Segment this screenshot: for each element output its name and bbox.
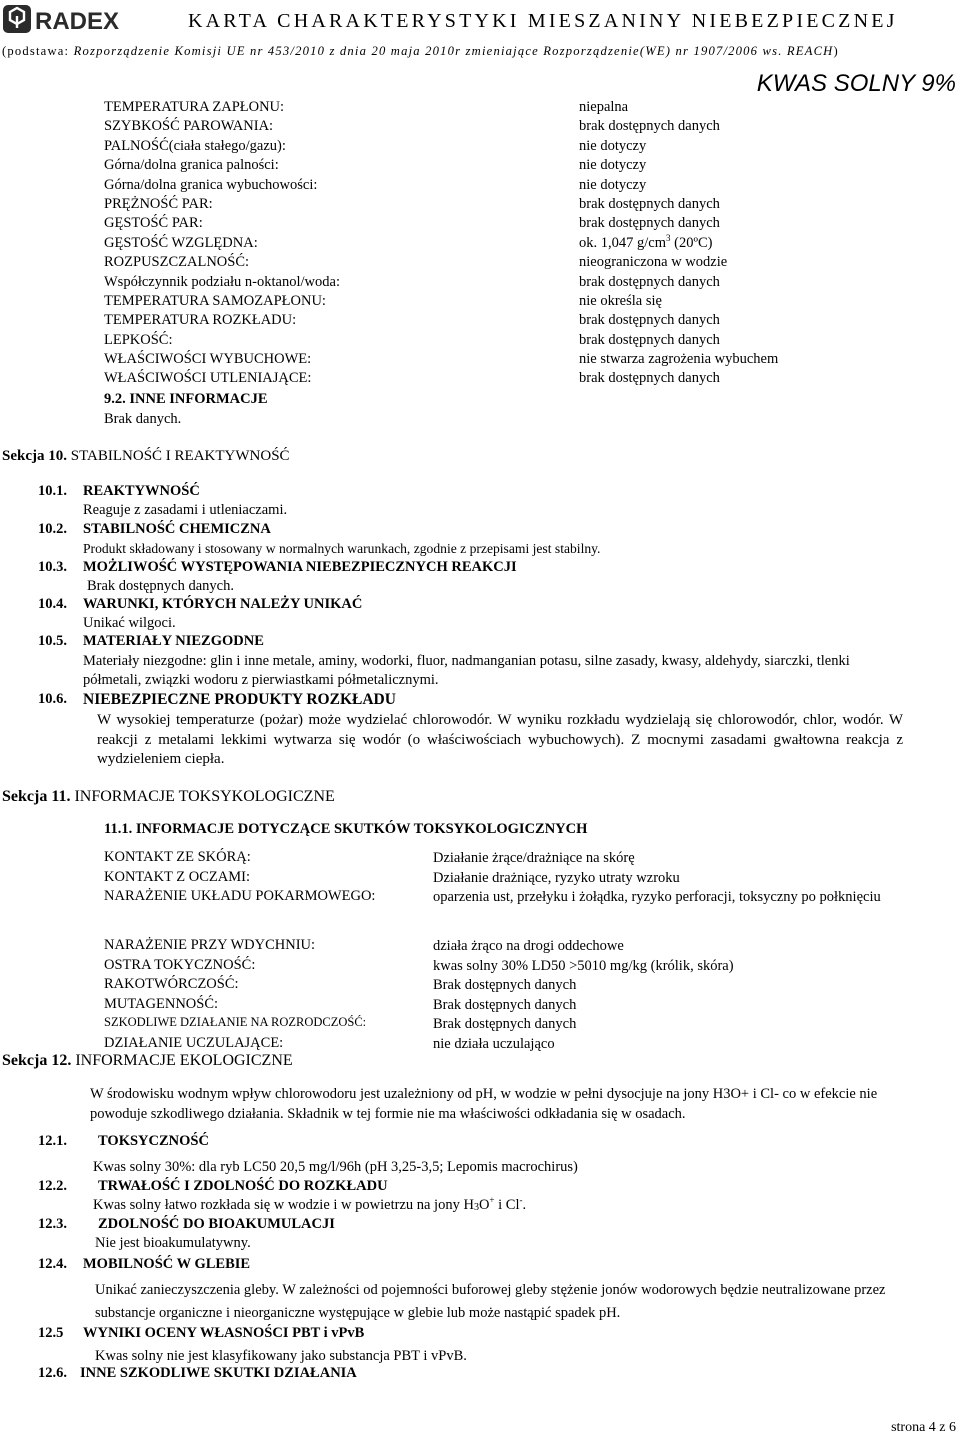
- property-value: brak dostępnych danych: [579, 273, 720, 290]
- property-row: [104, 312, 864, 331]
- s10-6-title: NIEBEZPIECZNE PRODUKTY ROZKŁADU: [83, 691, 396, 708]
- s12-1-num: 12.1.: [38, 1133, 67, 1149]
- property-key: LEPKOŚĆ:: [104, 331, 173, 348]
- property-key: Górna/dolna granica palności:: [104, 157, 279, 174]
- property-key: WŁAŚCIWOŚCI UTLENIAJĄCE:: [104, 370, 312, 387]
- tox-value: nie działa uczulająco: [433, 1035, 555, 1052]
- s10-1-num: 10.1.: [38, 483, 67, 499]
- tox-value: Działanie drażniące, ryzyko utraty wzroku: [433, 869, 680, 886]
- tox-key: NARAŻENIE PRZY WDYCHNIU:: [104, 937, 316, 953]
- property-key: TEMPERATURA ROZKŁADU:: [104, 312, 297, 329]
- property-value: brak dostępnych danych: [579, 331, 720, 348]
- s10-2-title: STABILNOŚĆ CHEMICZNA: [83, 521, 271, 537]
- property-key: Górna/dolna granica wybuchowości:: [104, 176, 318, 193]
- section-12-heading: Sekcja 12. INFORMACJE EKOLOGICZNE: [2, 1052, 293, 1069]
- s12-6-title: INNE SZKODLIWE SKUTKI DZIAŁANIA: [80, 1365, 357, 1381]
- tox-value: działa żrąco na drogi oddechowe: [433, 938, 624, 954]
- property-row: [104, 157, 864, 176]
- section-10-heading: Sekcja 10. STABILNOŚĆ I REAKTYWNOŚĆ: [2, 448, 290, 464]
- property-row: [104, 232, 864, 254]
- tox-value: kwas solny 30% LD50 >5010 mg/kg (królik, skóra): [433, 957, 734, 974]
- s12-intro: W środowisku wodnym wpływ chlorowodoru jest uzależniony od pH, w wodzie w pełni dysocjuje na jony H3O+ i Cl- co w efekcie nie powoduje szkodliwego działania. Składnik w tej formie nie ma właściwości odkładania się w osadach.: [90, 1086, 878, 1122]
- s12-4-num: 12.4.: [38, 1256, 67, 1272]
- s12-2-text: Kwas solny łatwo rozkłada się w wodzie i w powietrzu na jony H3O+ i Cl-.: [93, 1195, 527, 1213]
- s10-5-num: 10.5.: [38, 633, 67, 649]
- property-row: [104, 293, 864, 312]
- tox-key: KONTAKT Z OCZAMI:: [104, 868, 250, 885]
- property-row: [104, 215, 864, 234]
- product-name: KWAS SOLNY 9%: [756, 70, 956, 97]
- s11-1-title: 11.1. INFORMACJE DOTYCZĄCE SKUTKÓW TOKSYKOLOGICZNYCH: [104, 821, 588, 837]
- logo-text: RADEX: [35, 8, 120, 35]
- s9-2-title: 9.2. INNE INFORMACJE: [104, 391, 268, 407]
- property-row: [104, 351, 864, 370]
- property-value: nie dotyczy: [579, 137, 647, 154]
- s12-2-title: TRWAŁOŚĆ I ZDOLNOŚĆ DO ROZKŁADU: [98, 1178, 388, 1194]
- property-value: nieograniczona w wodzie: [579, 254, 728, 271]
- property-key: TEMPERATURA ZAPŁONU:: [104, 99, 285, 115]
- s10-4-title: WARUNKI, KTÓRYCH NALEŻY UNIKAĆ: [83, 596, 363, 612]
- tox-value: Działanie żrące/drażniące na skórę: [433, 850, 635, 866]
- s10-6-num: 10.6.: [38, 691, 67, 707]
- tox-value: Brak dostępnych danych: [433, 1016, 577, 1032]
- s10-4-num: 10.4.: [38, 596, 67, 612]
- s10-6-text: W wysokiej temperaturze (pożar) może wydzielać chlorowodór. W wyniku rozkładu wydzielają się chlorowodór, chlor, wodór. W reakcji z metalami lekkimi wytwarza się wodór (o właściwościach wybuchowych). Z mocnymi zasadami gwałtowna reakcja z wydzieleniem ciepła.: [97, 712, 903, 767]
- s10-2-text: Produkt składowany i stosowany w normalnych warunkach, zgodnie z przepisami jest stabilny.: [83, 541, 601, 556]
- property-value: brak dostępnych danych: [579, 195, 720, 212]
- property-row: [104, 138, 864, 157]
- document-title: KARTA CHARAKTERYSTYKI MIESZANINY NIEBEZPIECZNEJ: [188, 10, 898, 32]
- tox-key: SZKODLIWE DZIAŁANIE NA ROZRODCZOŚĆ:: [104, 1015, 367, 1029]
- tox-row: [104, 869, 904, 889]
- s12-6-num: 12.6.: [38, 1365, 67, 1381]
- property-row: [104, 118, 864, 137]
- s12-1-title: TOKSYCZNOŚĆ: [98, 1133, 209, 1149]
- property-row: [104, 177, 864, 196]
- s12-3-title: ZDOLNOŚĆ DO BIOAKUMULACJI: [98, 1216, 335, 1232]
- s12-4-text: Unikać zanieczyszczenia gleby. W zależności od pojemności buforowej gleby stężenie jonów wodorowych będzie neutralizowane przez substancje organiczne i nieorganiczne występujące w glebie lub może nastąpić spadek pH.: [95, 1282, 886, 1321]
- toxicology-table: [104, 849, 904, 1054]
- properties-table: [104, 99, 864, 390]
- s10-1-text: Reaguje z zasadami i utleniaczami.: [83, 502, 288, 518]
- property-key: ROZPUSZCZALNOŚĆ:: [104, 254, 250, 271]
- property-key: GĘSTOŚĆ WZGLĘDNA:: [104, 234, 258, 251]
- property-value: nie stwarza zagrożenia wybuchem: [579, 351, 779, 368]
- property-row: [104, 332, 864, 351]
- property-row: [104, 274, 864, 293]
- s10-3-num: 10.3.: [38, 559, 67, 575]
- property-key: SZYBKOŚĆ PAROWANIA:: [104, 118, 274, 135]
- s12-3-num: 12.3.: [38, 1216, 67, 1232]
- property-row: [104, 99, 864, 118]
- tox-key: KONTAKT ZE SKÓRĄ:: [104, 849, 251, 865]
- s12-4-title: MOBILNOŚĆ W GLEBIE: [83, 1256, 251, 1272]
- property-value: brak dostępnych danych: [579, 118, 720, 135]
- tox-row: [104, 957, 904, 977]
- tox-value: oparzenia ust, przełyku i żołądka, ryzyko perforacji, toksyczny po połknięciu: [433, 889, 881, 905]
- tox-row: [104, 1015, 904, 1035]
- property-value: ok. 1,047 $g/cm^3$ (20ºC): [579, 232, 713, 251]
- tox-key: OSTRA TOKYCZNOŚĆ:: [104, 956, 256, 973]
- s12-2-num: 12.2.: [38, 1178, 67, 1194]
- s10-2-num: 10.2.: [38, 521, 67, 537]
- s10-5-text: Materiały niezgodne: glin i inne metale, aminy, wodorki, fluor, nadmanganian potasu, silne zasady, kwasy, aldehydy, siarczki, tlenki półmetali, związki wodoru z pierwiastkami półmetalicznymi.: [83, 653, 850, 688]
- property-key: Współczynnik podziału n-oktanol/woda:: [104, 273, 340, 290]
- property-key: TEMPERATURA SAMOZAPŁONU:: [104, 292, 326, 309]
- s12-5-title: WYNIKI OCENY WŁASNOŚCI PBT i vPvB: [83, 1325, 365, 1341]
- s10-1-title: REAKTYWNOŚĆ: [83, 483, 200, 499]
- property-key: PALNOŚĆ(ciała stałego/gazu):: [104, 137, 286, 154]
- tox-row: [104, 996, 904, 1016]
- property-value: nie określa się: [579, 292, 662, 309]
- tox-value: Brak dostępnych danych: [433, 996, 577, 1013]
- regulation-basis: (podstawa: Rozporządzenie Komisji UE nr 453/2010 z dnia 20 maja 2010r zmieniające Rozporządzenie(WE) nr 1907/2006 ws. REACH): [2, 44, 839, 58]
- s10-4-text: Unikać wilgoci.: [83, 615, 176, 631]
- section-11-heading: Sekcja 11. INFORMACJE TOKSYKOLOGICZNE: [2, 788, 335, 805]
- tox-row: [104, 976, 904, 996]
- tox-key: NARAŻENIE UKŁADU POKARMOWEGO:: [104, 888, 376, 904]
- tox-key: MUTAGENNOŚĆ:: [104, 995, 219, 1012]
- s10-3-text: Brak dostępnych danych.: [87, 578, 234, 594]
- property-key: WŁAŚCIWOŚCI WYBUCHOWE:: [104, 351, 312, 368]
- property-row: [104, 370, 864, 389]
- property-row: [104, 254, 864, 273]
- tox-value: Brak dostępnych danych: [433, 977, 577, 993]
- s12-5-text: Kwas solny nie jest klasyfikowany jako substancja PBT i vPvB.: [95, 1348, 467, 1364]
- property-value: brak dostępnych danych: [579, 312, 720, 329]
- property-value: nie dotyczy: [579, 176, 647, 193]
- page-number: strona 4 z 6: [891, 1420, 956, 1435]
- property-value: brak dostępnych danych: [579, 370, 720, 387]
- s10-3-title: MOŻLIWOŚĆ WYSTĘPOWANIA NIEBEZPIECZNYCH REAKCJI: [83, 559, 517, 575]
- s12-5-num: 12.5: [38, 1325, 64, 1341]
- tox-row: [104, 888, 904, 937]
- s12-3-text: Nie jest bioakumulatywny.: [95, 1235, 251, 1251]
- tox-row: [104, 849, 904, 869]
- s9-2-text: Brak danych.: [104, 411, 182, 427]
- property-row: [104, 196, 864, 215]
- tox-key: RAKOTWÓRCZOŚĆ:: [104, 976, 239, 992]
- s10-5-title: MATERIAŁY NIEZGODNE: [83, 633, 264, 649]
- s12-1-text: Kwas solny 30%: dla ryb LC50 20,5 mg/l/96h (pH 3,25-3,5; Lepomis macrochirus): [93, 1159, 578, 1175]
- tox-row: [104, 937, 904, 957]
- property-value: brak dostępnych danych: [579, 215, 720, 232]
- property-value: nie dotyczy: [579, 157, 647, 174]
- property-key: PRĘŻNOŚĆ PAR:: [104, 195, 213, 212]
- radex-logo: [2, 2, 130, 36]
- property-key: GĘSTOŚĆ PAR:: [104, 215, 203, 232]
- property-value: niepalna: [579, 99, 629, 115]
- tox-key: DZIAŁANIE UCZULAJĄCE:: [104, 1034, 284, 1051]
